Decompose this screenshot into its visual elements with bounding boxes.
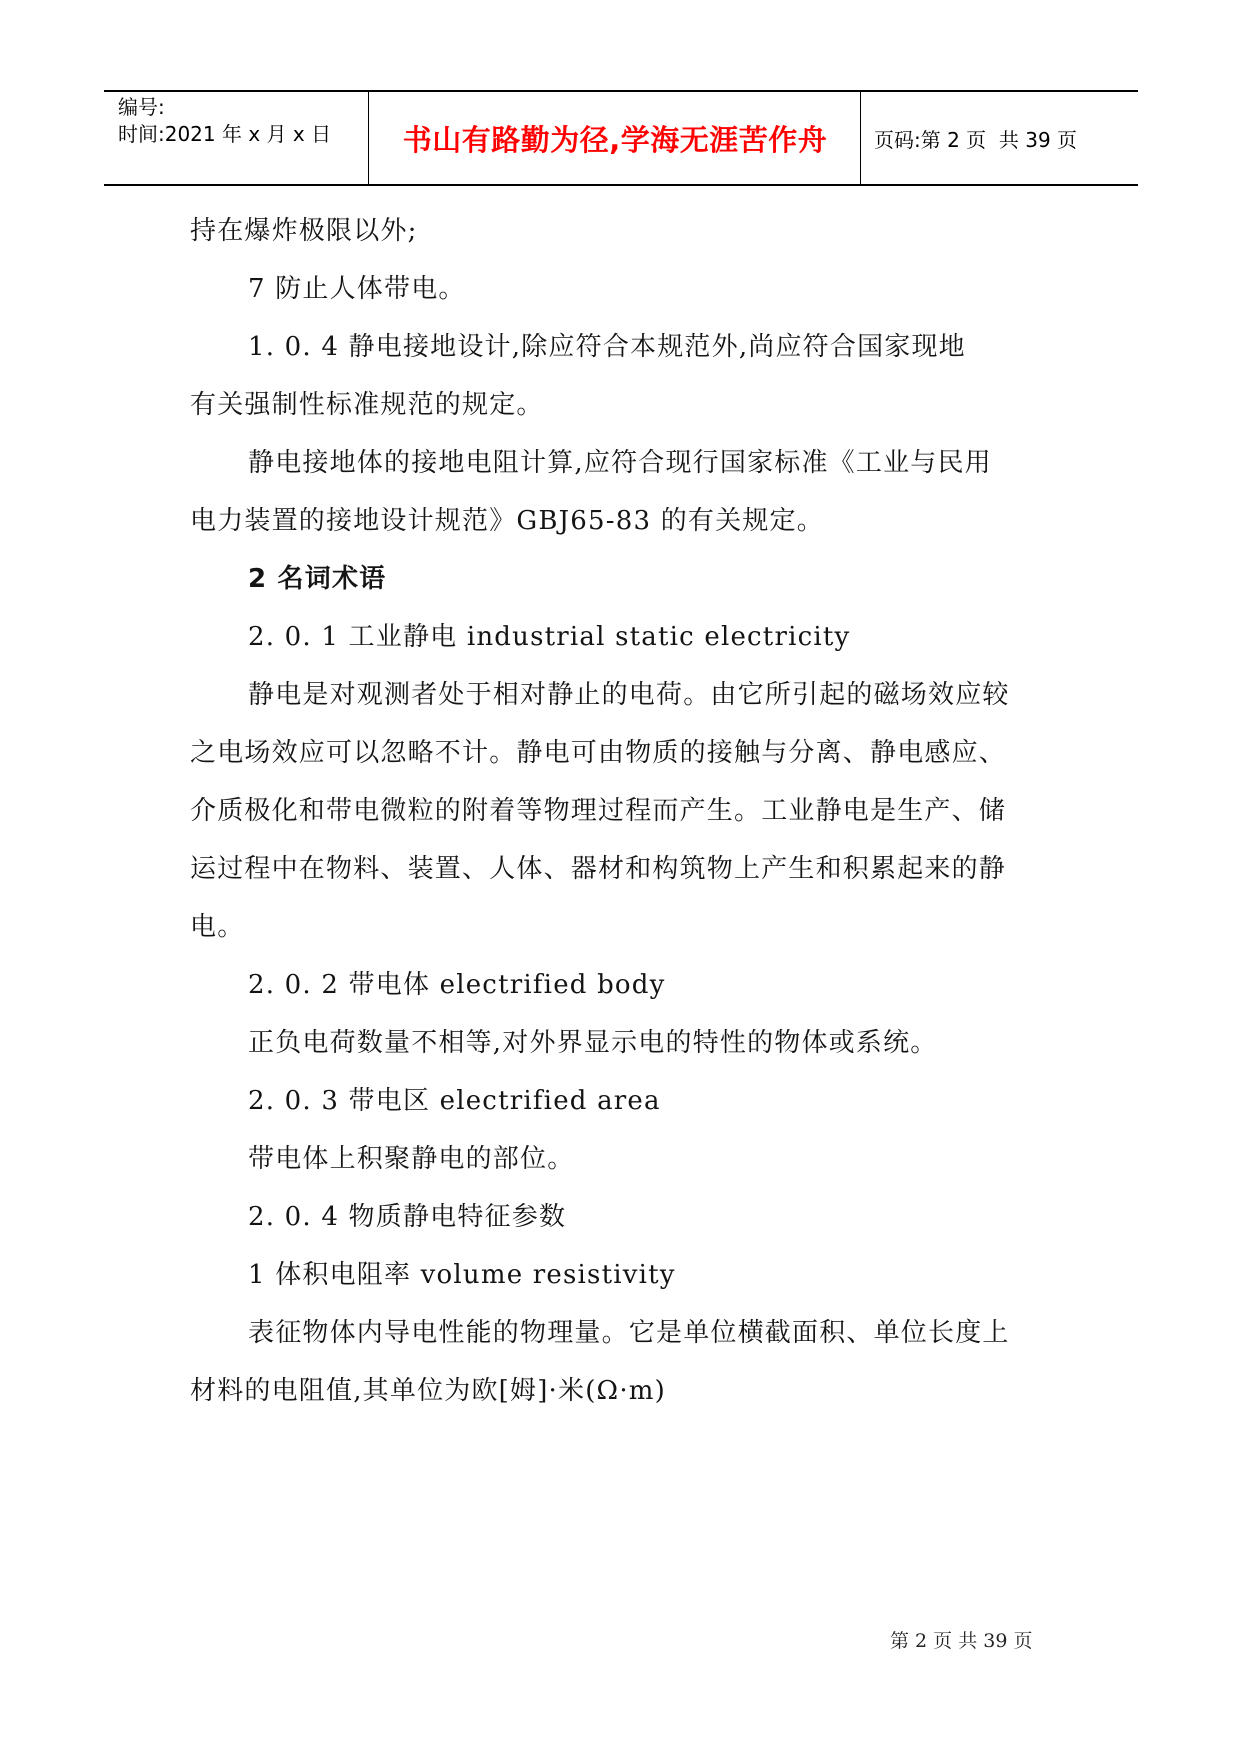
- body-line: 介质极化和带电微粒的附着等物理过程而产生。工业静电是生产、储: [190, 796, 1007, 826]
- body-line: 运过程中在物料、装置、人体、器材和构筑物上产生和积累起来的静: [190, 854, 1007, 884]
- body-line: 静电是对观测者处于相对静止的电荷。由它所引起的磁场效应较: [248, 680, 1010, 710]
- body-line: 7 防止人体带电。: [248, 274, 466, 304]
- body-line: 带电体上积聚静电的部位。: [248, 1144, 575, 1174]
- header-page-info: 页码:第 2 页 共 39 页: [874, 127, 1078, 152]
- body-line: 之电场效应可以忽略不计。静电可由物质的接触与分离、静电感应、: [190, 738, 1007, 768]
- header-motto: 书山有路勤为径,学海无涯苦作舟: [402, 122, 828, 157]
- body-line: 2. 0. 1 工业静电 industrial static electricity: [248, 622, 851, 652]
- body-line: 2. 0. 4 物质静电特征参数: [248, 1202, 567, 1232]
- header-time-label: 时间:2021 年 x 月 x 日: [118, 122, 332, 146]
- body-line: 电力装置的接地设计规范》GBJ65-83 的有关规定。: [190, 506, 824, 536]
- header-divider-left: [368, 92, 369, 184]
- body-line: 2. 0. 3 带电区 electrified area: [248, 1086, 661, 1116]
- page-footer: 第 2 页 共 39 页: [890, 1630, 1033, 1652]
- body-line: 1. 0. 4 静电接地设计,除应符合本规范外,尚应符合国家现地: [248, 332, 966, 362]
- body-line: 持在爆炸极限以外;: [190, 216, 418, 246]
- header-divider-right: [860, 92, 861, 184]
- body-line: 正负电荷数量不相等,对外界显示电的特性的物体或系统。: [248, 1028, 938, 1058]
- page-header: [104, 90, 1138, 186]
- body-line: 静电接地体的接地电阻计算,应符合现行国家标准《工业与民用: [248, 448, 992, 478]
- body-line: 电。: [190, 912, 245, 942]
- body-line: 材料的电阻值,其单位为欧[姆]·米(Ω·m): [190, 1376, 666, 1406]
- body-line: 2. 0. 2 带电体 electrified body: [248, 970, 666, 1000]
- header-number-label: 编号:: [118, 95, 165, 119]
- section-heading: 2 名词术语: [248, 564, 387, 594]
- body-line: 1 体积电阻率 volume resistivity: [248, 1260, 676, 1290]
- body-line: 有关强制性标准规范的规定。: [190, 390, 544, 420]
- body-line: 表征物体内导电性能的物理量。它是单位横截面积、单位长度上: [248, 1318, 1010, 1348]
